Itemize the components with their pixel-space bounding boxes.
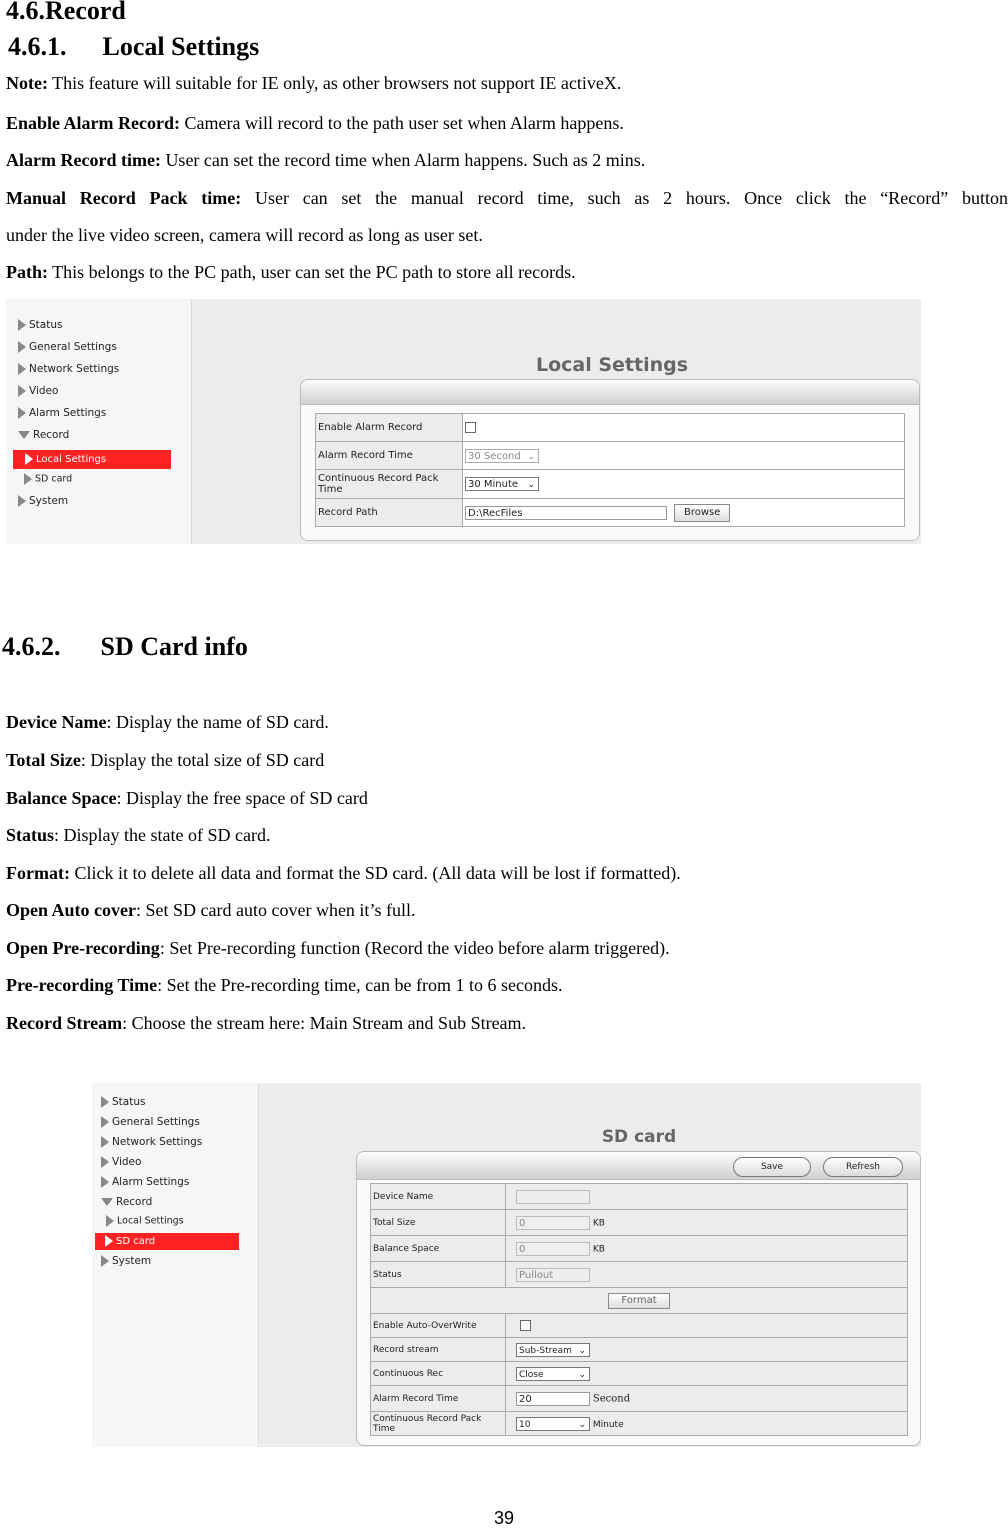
expand-arrow-icon — [18, 407, 26, 419]
enable-alarm-record-checkbox[interactable] — [465, 422, 476, 433]
record-path-label: Record Path — [316, 499, 463, 527]
active-arrow-icon — [25, 453, 33, 465]
record-path-cell — [463, 499, 905, 527]
path-paragraph — [6, 262, 576, 282]
para-text: This feature will suitable for IE only, as other browsers not support IE activeX. — [47, 73, 622, 93]
sidebar-item-record[interactable]: Record — [18, 429, 69, 441]
sidebar-item-system[interactable]: System — [101, 1255, 151, 1267]
section-heading-record: 4.6.Record — [6, 0, 126, 25]
status-cell — [506, 1262, 908, 1288]
sidebar-item-sd-card[interactable]: SD card — [95, 1233, 239, 1250]
heading-number: 4.6.2. — [2, 632, 61, 661]
manual-record-paragraph-cont — [6, 225, 483, 245]
para-text: User can set the record time when Alarm happens. Such as 2 mins. — [160, 150, 646, 170]
content-area — [258, 1083, 921, 1447]
total-size-unit: KB — [592, 1218, 605, 1228]
page-number: 39 — [493, 1508, 515, 1528]
alarm-record-time-select[interactable]: 30 Second ⌄ — [465, 449, 539, 463]
para-label: Enable Alarm Record: — [6, 113, 180, 133]
sidebar-item-local-settings[interactable]: Local Settings — [106, 1215, 184, 1227]
balance-space-cell — [506, 1236, 908, 1262]
pre-recording-time-paragraph: Pre-recording Time: Set the Pre-recording time, can be from 1 to 6 seconds. — [6, 975, 563, 995]
enable-alarm-record-label: Enable Alarm Record — [316, 414, 463, 442]
para-text: This belongs to the PC path, user can set the PC path to store all records. — [48, 262, 576, 282]
enable-alarm-record-cell — [463, 414, 905, 442]
sidebar-item-status[interactable]: Status — [101, 1096, 145, 1108]
pack-time-select[interactable]: 10 ⌄ — [516, 1417, 590, 1431]
expand-arrow-icon — [18, 495, 26, 507]
pre-recording-paragraph: Open Pre-recording: Set Pre-recording function (Record the video before alarm triggered). — [6, 938, 670, 958]
para-label: Note: — [6, 73, 48, 93]
para-text: Camera will record to the path user set when Alarm happens. — [179, 113, 624, 133]
auto-cover-paragraph: Open Auto cover: Set SD card auto cover when it’s full. — [6, 900, 416, 920]
pack-time-label: Continuous Record Pack Time — [316, 470, 463, 499]
sidebar — [6, 299, 190, 544]
sidebar — [92, 1083, 257, 1447]
status-field: Pullout — [516, 1268, 590, 1282]
para-text: under the live video screen, camera will record as long as user set. — [6, 225, 483, 245]
alarm-record-time-cell — [506, 1386, 908, 1412]
auto-overwrite-checkbox[interactable] — [520, 1320, 531, 1331]
format-button[interactable]: Format — [608, 1293, 670, 1309]
chevron-down-icon: ⌄ — [527, 451, 535, 462]
page-title: SD card — [601, 1127, 677, 1147]
alarm-record-time-label: Alarm Record Time — [371, 1386, 506, 1412]
heading-title: SD Card info — [100, 632, 248, 661]
chevron-down-icon: ⌄ — [578, 1369, 586, 1380]
alarm-record-time-unit: Second — [592, 1393, 631, 1404]
para-label: Path: — [6, 262, 48, 282]
settings-frame — [300, 379, 920, 541]
expand-arrow-icon — [24, 473, 32, 485]
total-size-paragraph: Total Size: Display the total size of SD card — [6, 750, 325, 770]
sidebar-item-network[interactable]: Network Settings — [18, 363, 119, 375]
record-path-input[interactable]: D:\RecFiles — [465, 506, 667, 520]
section-heading-sd-card — [2, 632, 248, 662]
manual-record-paragraph — [6, 188, 1008, 208]
sidebar-item-video[interactable]: Video — [101, 1156, 141, 1168]
heading-number: 4.6.1. — [8, 32, 67, 61]
balance-space-label: Balance Space — [371, 1236, 506, 1262]
continuous-rec-cell — [506, 1362, 908, 1386]
continuous-rec-label: Continuous Rec — [371, 1362, 506, 1386]
enable-alarm-paragraph — [6, 113, 624, 133]
expand-arrow-icon — [18, 363, 26, 375]
page-title: Local Settings — [535, 354, 689, 376]
sd-card-table — [370, 1183, 908, 1436]
status-paragraph: Status: Display the state of SD card. — [6, 825, 271, 845]
save-button[interactable]: Save — [733, 1157, 811, 1177]
pack-time-unit: Minute — [592, 1419, 624, 1430]
status-label: Status — [371, 1262, 506, 1288]
sidebar-item-alarm[interactable]: Alarm Settings — [18, 407, 106, 419]
expand-arrow-icon — [101, 1096, 109, 1108]
collapse-arrow-icon — [18, 431, 30, 439]
sidebar-item-alarm[interactable]: Alarm Settings — [101, 1176, 189, 1188]
auto-overwrite-label: Enable Auto-OverWrite — [371, 1314, 506, 1338]
device-name-cell — [506, 1184, 908, 1210]
sidebar-item-video[interactable]: Video — [18, 385, 58, 397]
record-stream-paragraph: Record Stream: Choose the stream here: Main Stream and Sub Stream. — [6, 1013, 527, 1033]
expand-arrow-icon — [106, 1215, 114, 1227]
alarm-record-time-paragraph — [6, 150, 645, 170]
balance-space-paragraph: Balance Space: Display the free space of SD card — [6, 788, 368, 808]
format-paragraph: Format: Click it to delete all data and format the SD card. (All data will be lost if formatted). — [6, 863, 681, 883]
para-label: Manual Record Pack time: — [6, 188, 242, 208]
pack-time-cell — [463, 470, 905, 499]
sidebar-item-status[interactable]: Status — [18, 319, 62, 331]
browse-button[interactable]: Browse — [674, 504, 730, 522]
note-paragraph — [6, 73, 621, 93]
balance-space-unit: KB — [592, 1244, 605, 1254]
content-area — [191, 299, 921, 544]
expand-arrow-icon — [101, 1176, 109, 1188]
sd-card-screenshot — [92, 1083, 921, 1447]
para-text: User can set the manual record time, such as 2 hours. Once click the “Record” button — [241, 188, 1008, 208]
device-name-label: Device Name — [371, 1184, 506, 1210]
continuous-rec-select[interactable]: Close ⌄ — [516, 1367, 590, 1381]
device-name-field — [516, 1190, 590, 1204]
expand-arrow-icon — [101, 1136, 109, 1148]
settings-frame — [356, 1151, 921, 1446]
sidebar-item-general[interactable]: General Settings — [101, 1116, 200, 1128]
pack-time-select[interactable]: 30 Minute ⌄ — [465, 477, 539, 491]
section-heading-local-settings — [8, 32, 259, 62]
expand-arrow-icon — [18, 385, 26, 397]
sidebar-item-local-settings[interactable]: Local Settings — [13, 450, 171, 469]
alarm-record-time-cell — [463, 442, 905, 470]
record-stream-label: Record stream — [371, 1338, 506, 1362]
active-arrow-icon — [105, 1235, 113, 1247]
expand-arrow-icon — [101, 1156, 109, 1168]
total-size-cell — [506, 1210, 908, 1236]
record-stream-select[interactable]: Sub-Stream ⌄ — [516, 1343, 590, 1357]
balance-space-field: 0 — [516, 1242, 590, 1256]
chevron-down-icon: ⌄ — [578, 1345, 586, 1356]
local-settings-table — [315, 413, 905, 527]
pack-time-label: Continuous Record Pack Time — [371, 1412, 506, 1436]
alarm-record-time-input[interactable]: 20 — [516, 1392, 590, 1406]
auto-overwrite-cell — [506, 1314, 908, 1338]
para-label: Alarm Record time: — [6, 150, 161, 170]
total-size-label: Total Size — [371, 1210, 506, 1236]
refresh-button[interactable]: Refresh — [823, 1157, 903, 1177]
device-name-paragraph: Device Name: Display the name of SD card. — [6, 712, 329, 732]
sidebar-item-system[interactable]: System — [18, 495, 68, 507]
expand-arrow-icon — [101, 1255, 109, 1267]
expand-arrow-icon — [101, 1116, 109, 1128]
sidebar-item-network[interactable]: Network Settings — [101, 1136, 202, 1148]
chevron-down-icon: ⌄ — [578, 1419, 586, 1430]
total-size-field: 0 — [516, 1216, 590, 1230]
heading-title: Local Settings — [102, 32, 260, 61]
alarm-record-time-label: Alarm Record Time — [316, 442, 463, 470]
sidebar-item-general[interactable]: General Settings — [18, 341, 117, 353]
frame-toolbar — [301, 380, 919, 405]
local-settings-screenshot — [6, 299, 921, 544]
collapse-arrow-icon — [101, 1198, 113, 1206]
pack-time-cell — [506, 1412, 908, 1436]
expand-arrow-icon — [18, 341, 26, 353]
sidebar-item-sd-card[interactable]: SD card — [24, 473, 72, 485]
record-stream-cell — [506, 1338, 908, 1362]
format-row — [371, 1288, 908, 1314]
expand-arrow-icon — [18, 319, 26, 331]
chevron-down-icon: ⌄ — [527, 480, 535, 490]
sidebar-item-record[interactable]: Record — [101, 1196, 152, 1208]
